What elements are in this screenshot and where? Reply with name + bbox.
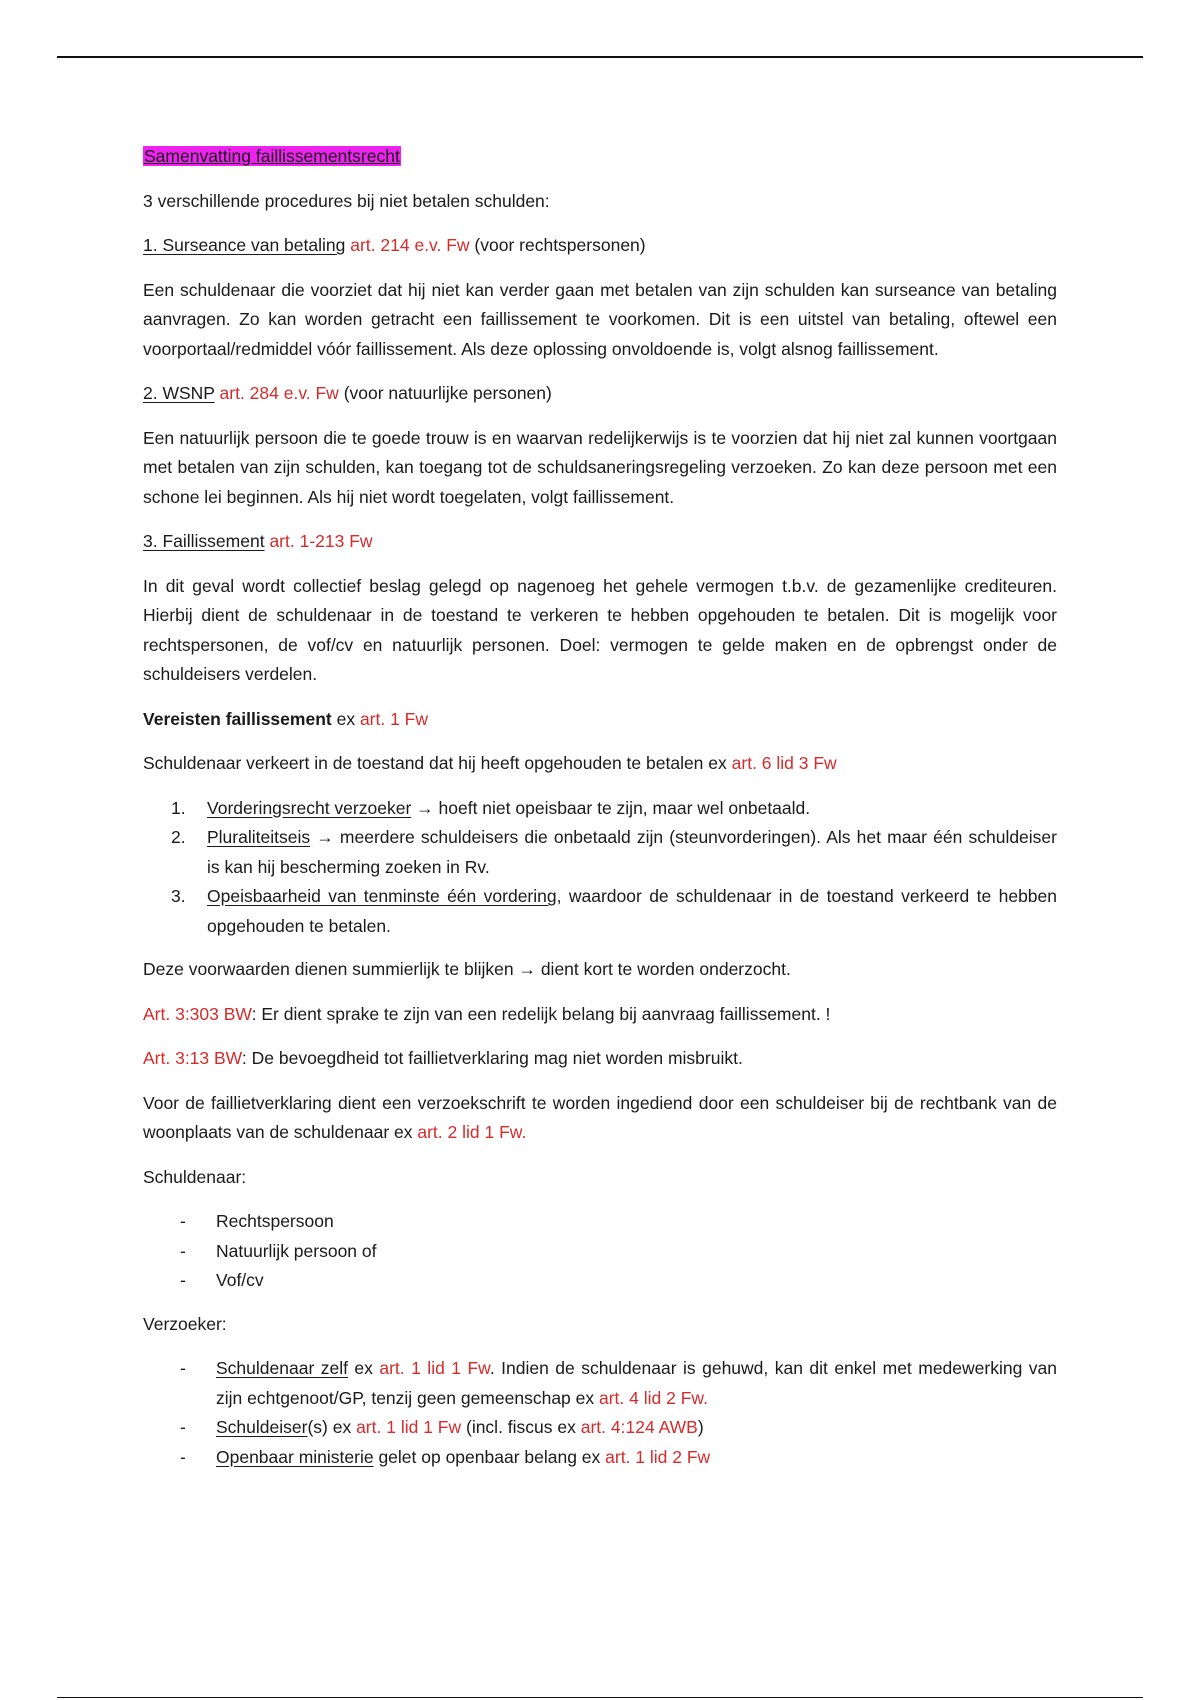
proc3-ref: art. 1-213 Fw xyxy=(269,531,373,551)
list-text: . xyxy=(703,1387,708,1408)
list-item xyxy=(143,1354,1057,1413)
art313-text: : De bevoegdheid tot faillietverklaring mag niet worden misbruikt. xyxy=(241,1048,743,1068)
proc2-heading-line xyxy=(143,379,1057,409)
proc2-ref: art. 284 e.v. Fw xyxy=(219,383,339,403)
vereisten-line-ref: art. 6 lid 3 Fw xyxy=(731,753,837,773)
document-title: Samenvatting faillissementsrecht xyxy=(144,146,400,166)
list-item xyxy=(143,1266,1057,1296)
list-text: (s) ex xyxy=(307,1417,357,1437)
list-text: Vof/cv xyxy=(216,1270,264,1290)
dash-bullet: - xyxy=(180,1240,186,1261)
list-item xyxy=(143,1207,1057,1237)
list-text: ex xyxy=(347,1358,380,1378)
art303-text: : Er dient sprake te zijn van een redelijk belang bij aanvraag faillissement. ! xyxy=(251,1003,831,1024)
list-item xyxy=(143,1237,1057,1267)
vereisten-line-text: Schuldenaar verkeert in de toestand dat hij heeft opgehouden te betalen ex xyxy=(143,753,732,773)
proc2-text: Een natuurlijk persoon die te goede trouw is en waarvan redelijkerwijs is te voorzien dat hij niet zal kunnen voortgaan met betalen van zijn schulden, kan toegang tot de schuldsaneringsregeling verzoeken. Zo kan deze persoon met een schone lei beginnen. Als hij niet wordt toegelaten, volgt faillissement. xyxy=(143,427,1057,507)
list-number: 1. xyxy=(171,797,186,818)
list-text: Rechtspersoon xyxy=(216,1211,334,1231)
list-item xyxy=(143,794,1057,824)
list-ref: art. 1 lid 1 Fw xyxy=(356,1417,462,1437)
verzoeker-list xyxy=(143,1354,1057,1472)
schuldenaar-list xyxy=(143,1207,1057,1296)
document-page xyxy=(143,142,1057,1486)
dash-bullet: - xyxy=(180,1358,186,1378)
list-item xyxy=(143,823,1057,882)
verzoeker-label: Verzoeker: xyxy=(143,1313,227,1334)
verzoekschrift-text: Voor de faillietverklaring dient een verzoekschrift te worden ingediend door een schuldeiser bij de rechtbank van de woonplaats van de schuldenaar ex xyxy=(143,1092,1057,1142)
proc1-heading: 1. Surseance van betaling xyxy=(143,235,346,255)
vereisten-heading: Vereisten faillissement xyxy=(143,708,332,729)
list-item xyxy=(143,1413,1057,1443)
art303-line xyxy=(143,1000,1057,1030)
list-text: → hoeft niet opeisbaar te zijn, maar wel onbetaald. xyxy=(411,797,811,818)
art303-ref: Art. 3:303 BW xyxy=(143,1003,252,1024)
list-term: Pluraliteitseis xyxy=(207,827,311,847)
proc2-heading: 2. WSNP xyxy=(143,383,215,403)
list-ref: art. 1 lid 2 Fw xyxy=(605,1446,711,1467)
list-number: 3. xyxy=(171,886,186,906)
bottom-rule xyxy=(57,1697,1143,1698)
proc1-text: Een schuldenaar die voorziet dat hij niet kan verder gaan met betalen van zijn schulden kan surseance van betaling aanvragen. Zo kan worden getracht een faillissement te voorkomen. Dit is een uitstel van betaling, oftewel een voorportaal/redmiddel vóór faillissement. Als deze oplossing onvoldoende is, volgt alsnog faillissement. xyxy=(143,279,1057,359)
list-item xyxy=(143,1443,1057,1473)
proc1-ref: art. 214 e.v. Fw xyxy=(350,235,470,255)
proc3-text: In dit geval wordt collectief beslag gelegd op nagenoeg het gehele vermogen t.b.v. de gezamenlijke crediteuren. Hierbij dient de schuldenaar in de toestand te verkeren te hebben opgehouden te betalen. Dit is mogelijk voor rechtspersonen, de vof/cv en natuurlijk personen. Doel: vermogen te gelde maken en de opbrengst onder de schuldeisers verdelen. xyxy=(143,575,1057,684)
list-term: Schuldenaar zelf xyxy=(216,1358,348,1378)
vereisten-ex: ex xyxy=(331,708,360,729)
proc1-heading-line xyxy=(143,231,1057,261)
list-text: → meerdere schuldeisers die onbetaald zijn (steunvorderingen). Als het maar één schuldeiser is kan hij bescherming zoeken in Rv. xyxy=(207,827,1057,877)
top-rule xyxy=(57,56,1143,58)
proc3-heading: 3. Faillissement xyxy=(143,531,265,551)
dash-bullet: - xyxy=(180,1270,186,1290)
list-text: ) xyxy=(697,1417,704,1437)
list-text: gelet op openbaar belang ex xyxy=(373,1446,606,1467)
vereisten-ref: art. 1 Fw xyxy=(359,708,429,729)
list-number: 2. xyxy=(171,827,186,847)
intro-text: 3 verschillende procedures bij niet betalen schulden: xyxy=(143,190,550,211)
dash-bullet: - xyxy=(180,1417,186,1437)
list-item xyxy=(143,882,1057,941)
list-ref: art. 1 lid 1 Fw xyxy=(379,1358,490,1378)
list-text: (incl. fiscus ex xyxy=(461,1417,581,1437)
list-term: Opeisbaarheid van tenminste één vordering xyxy=(207,886,557,906)
vereisten-line xyxy=(143,749,1057,779)
list-term: Openbaar ministerie xyxy=(216,1446,374,1467)
list-text: , waardoor de schuldenaar in de toestand verkeerd te hebben opgehouden te betalen. xyxy=(207,886,1058,936)
proc1-note: (voor rechtspersonen) xyxy=(469,235,646,255)
verzoekschrift-end: . xyxy=(521,1122,527,1142)
schuldenaar-label: Schuldenaar: xyxy=(143,1166,247,1187)
verzoekschrift-paragraph xyxy=(143,1089,1057,1148)
proc3-heading-line xyxy=(143,527,1057,557)
proc2-note: (voor natuurlijke personen) xyxy=(338,383,552,403)
list-term: Vorderingsrecht verzoeker xyxy=(207,797,412,818)
title-line xyxy=(143,142,1057,172)
list-ref: art. 4:124 AWB xyxy=(580,1417,698,1437)
verzoekschrift-ref: art. 2 lid 1 Fw xyxy=(417,1122,522,1142)
art313-ref: Art. 3:13 BW xyxy=(143,1048,242,1068)
dash-bullet: - xyxy=(180,1211,186,1231)
list-term: Schuldeiser xyxy=(216,1417,308,1437)
vereisten-list xyxy=(143,794,1057,942)
list-text: . Indien de schuldenaar is gehuwd, kan dit enkel met medewerking van zijn echtgenoot/GP, tenzij geen gemeenschap ex xyxy=(216,1358,1057,1408)
list-ref: art. 4 lid 2 Fw xyxy=(599,1387,704,1408)
art313-line xyxy=(143,1044,1057,1074)
vereisten-heading-line xyxy=(143,705,1057,735)
list-text: Natuurlijk persoon of xyxy=(216,1240,377,1261)
summier-text: Deze voorwaarden dienen summierlijk te blijken → dient kort te worden onderzocht. xyxy=(143,959,791,979)
dash-bullet: - xyxy=(180,1446,186,1467)
